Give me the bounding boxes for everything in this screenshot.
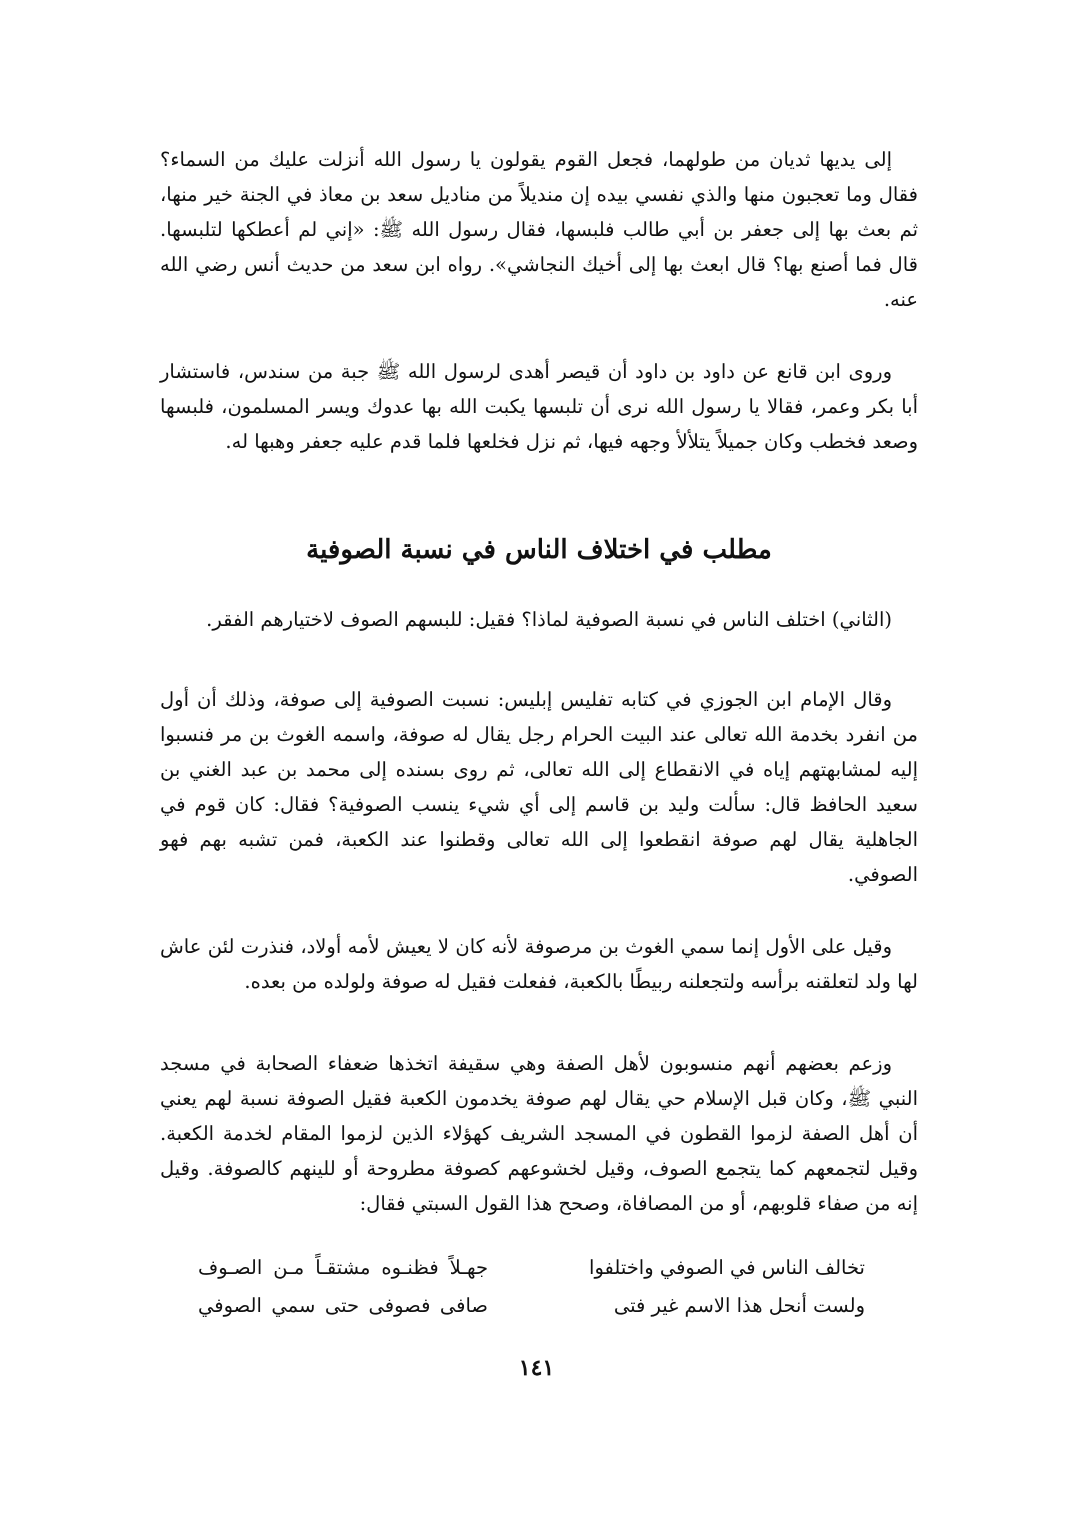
verse-2-first-hemistich: ولست أنحل هذا الاسم غير فتى — [613, 1294, 865, 1317]
paragraph-ahl-al-suffa: وزعم بعضهم أنهم منسوبون لأهل الصفة وهي سقيفة اتخذها ضعفاء الصحابة في مسجد النبي ﷺ، وكان قبل الإسلام حي يقال لهم صوفة يخدمون الكعبة فقيل الصوفة نسبة لهم يعني أن أهل الصفة لزموا القطون في المسجد الشريف كهؤلاء الذين لزموا المقام لخدمة الكعبة. وقيل لتجمعهم كما يتجمع الصوف، وقيل لخشوعهم كصوفة مطروحة أو للينهم كالصوفة. وقيل إنه من صفاء قلوبهم، أو من المصافاة، وصحح هذا القول السبتي فقال: — [160, 1052, 918, 1215]
verse-1-second-hemistich: جهـلاً فظنـوه مشتقـاً مـن الصـوف — [198, 1256, 488, 1279]
page-number: ١٤١ — [518, 1355, 555, 1381]
paragraph-ibn-qani: وروى ابن قانع عن داود بن داود أن قيصر أهدى لرسول الله ﷺ جبة من سندس، فاستشار أبا بكر وعمر، فقالا يا رسول الله نرى أن تلبسها يكبت الله بها عدوك ويسر المسلمون، فلبسها وصعد فخطب وكان جميلاً يتلألأ وجهه فيها، ثم نزل فخلعها فلما قدم عليه جعفر وهبها له. — [160, 360, 918, 453]
paragraph-al-ghawth: وقيل على الأول إنما سمي الغوث بن مرصوفة لأنه كان لا يعيش لأمه أولاد، فنذرت لئن عاش لها ولد لتعلقنه برأسه ولتجعلنه ربيطًا بالكعبة، ففعلت فقيل له صوفة ولولده من بعده. — [160, 935, 918, 993]
paragraph-ibn-al-jawzi: وقال الإمام ابن الجوزي في كتابه تفليس إبليس: نسبت الصوفية إلى صوفة، وذلك أن أول من انفرد بخدمة الله تعالى عند البيت الحرام رجل يقال له صوفة، واسمه الغوث بن مر فنسبوا إليه لمشابهتهم إياه في الانقطاع إلى الله تعالى، ثم روى بسنده إلى محمد بن عبد الغني بن سعيد الحافظ قال: سألت وليد بن قاسم إلى أي شيء ينسب الصوفية؟ فقال: كان قوم في الجاهلية يقال لهم صوفة انقطعوا إلى الله تعالى وقطنوا عند الكعبة، فمن تشبه بهم فهو الصوفي. — [160, 688, 918, 886]
paragraph-hadith-ibn-saad: إلى يديها ثديان من طولهما، فجعل القوم يقولون يا رسول الله أنزلت عليك من السماء؟ فقال وما تعجبون منها والذي نفسي بيده إن منديلاً من مناديل سعد بن معاذ في الجنة خير منها، ثم بعث بها إلى جعفر بن أبي طالب فلبسها، فقال رسول الله ﷺ: «إني لم أعطكها لتلبسها. قال فما أصنع بها؟ قال ابعث بها إلى أخيك النجاشي». رواه ابن سعد من حديث أنس رضي الله عنه. — [160, 148, 918, 311]
verse-1-first-hemistich: تخالف الناس في الصوفي واختلفوا — [589, 1256, 865, 1279]
section-heading: مطلب في اختلاف الناس في نسبة الصوفية — [306, 535, 772, 565]
verse-2-second-hemistich: صافى فصوفى حتى سمي الصوفي — [198, 1294, 488, 1317]
paragraph-second-opinion: (الثاني) اختلف الناس في نسبة الصوفية لماذا؟ فقيل: للبسهم الصوف لاختيارهم الفقر. — [206, 608, 892, 631]
